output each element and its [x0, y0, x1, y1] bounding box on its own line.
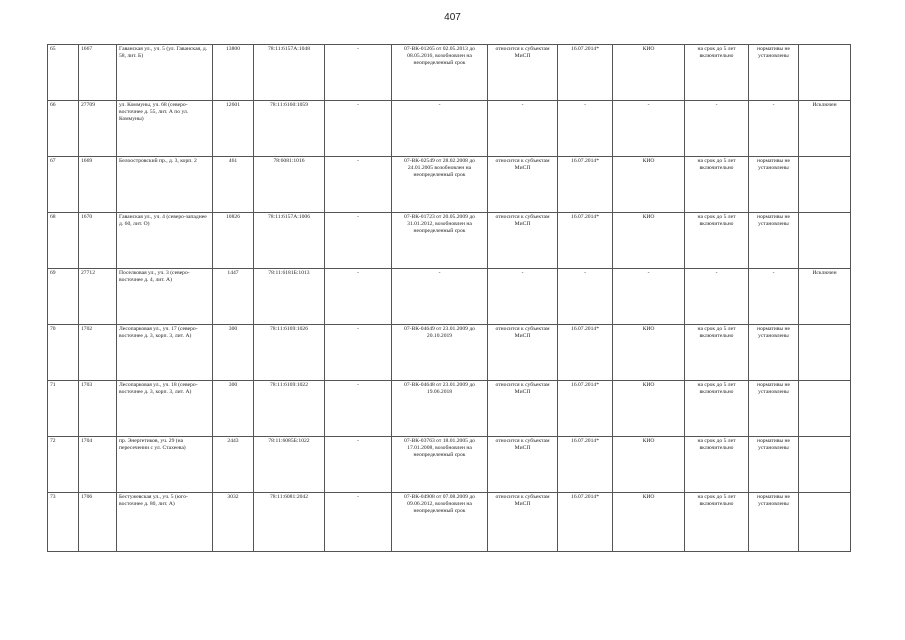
address-cell: пр. Энергетиков, уч. 29 (на пересечении с ул. Стахеева) — [117, 437, 213, 493]
limit-cell: нормативы не установлены — [749, 213, 799, 269]
table-body — [48, 45, 851, 552]
date-cell: 16.07.2014* — [558, 493, 613, 552]
area-cell: 13800 — [213, 45, 254, 101]
object-id-cell: 1704 — [79, 437, 117, 493]
authority-cell: - — [613, 269, 685, 325]
category-cell: относится к субъектам МиСП — [488, 493, 558, 552]
term-cell: - — [685, 101, 749, 157]
date-cell: 16.07.2014* — [558, 213, 613, 269]
cadastral-number-cell: 78:11:6169:1026 — [254, 325, 325, 381]
object-id-cell: 1702 — [79, 325, 117, 381]
term-cell: на срок до 5 лет включительно — [685, 493, 749, 552]
table-row — [48, 45, 851, 101]
date-cell: 16.07.2014* — [558, 437, 613, 493]
note-cell — [799, 493, 851, 552]
document-cell: 07-ВК-02549 от 28.02.2008 до 24.01.2005 возобновлен на неопределенный срок — [392, 157, 488, 213]
address-cell: ул. Коммуны, уч. 68 (северо-восточнее д. 55, лит. А по ул. Коммуны) — [117, 101, 213, 157]
area-cell: 2443 — [213, 437, 254, 493]
object-id-cell: 1706 — [79, 493, 117, 552]
date-cell: 16.07.2014* — [558, 157, 613, 213]
area-cell: 1447 — [213, 269, 254, 325]
cadastral-number-cell: 78:11:6081:2042 — [254, 493, 325, 552]
date-cell: 16.07.2014* — [558, 381, 613, 437]
document-cell: 07-ВК-04649 от 23.01.2009 до 20.10.2019 — [392, 325, 488, 381]
table-row — [48, 381, 851, 437]
note-cell: Исключен — [799, 269, 851, 325]
term-cell: на срок до 5 лет включительно — [685, 45, 749, 101]
dash-cell: - — [325, 493, 392, 552]
limit-cell: нормативы не установлены — [749, 493, 799, 552]
cadastral-number-cell: 78:11:6157А:1006 — [254, 213, 325, 269]
term-cell: - — [685, 269, 749, 325]
row-number-cell: 73 — [48, 493, 79, 552]
document-cell: 07-ВК-04648 от 23.01.2009 до 19.06.2018 — [392, 381, 488, 437]
document-cell: 07-ВК-03763 от 18.01.2005 до 17.01.2008, возобновлен на неопределенный срок — [392, 437, 488, 493]
table-row — [48, 269, 851, 325]
date-cell: - — [558, 269, 613, 325]
row-number-cell: 69 — [48, 269, 79, 325]
page-number: 407 — [444, 12, 461, 23]
authority-cell: КИО — [613, 213, 685, 269]
document-cell: 07-ВК-04908 от 07.08.2009 до 09.06.2012, возобновлен на неопределенный срок — [392, 493, 488, 552]
address-cell: Лесопарковая ул., уч. 18 (северо-восточнее д. 3, корп. 3, лит. А) — [117, 381, 213, 437]
row-number-cell: 68 — [48, 213, 79, 269]
limit-cell: нормативы не установлены — [749, 325, 799, 381]
row-number-cell: 70 — [48, 325, 79, 381]
table-row — [48, 325, 851, 381]
category-cell: относится к субъектам МиСП — [488, 325, 558, 381]
date-cell: - — [558, 101, 613, 157]
document-cell: - — [392, 101, 488, 157]
category-cell: относится к субъектам МиСП — [488, 381, 558, 437]
date-cell: 16.07.2014* — [558, 325, 613, 381]
category-cell: относится к субъектам МиСП — [488, 45, 558, 101]
area-cell: 10826 — [213, 213, 254, 269]
limit-cell: - — [749, 269, 799, 325]
dash-cell: - — [325, 157, 392, 213]
note-cell — [799, 325, 851, 381]
area-cell: 3032 — [213, 493, 254, 552]
document-cell: 07-ВК-01265 от 02.05.2013 до 08.05.2016, возобновлен на неопределенный срок — [392, 45, 488, 101]
address-cell: Гаванская ул., уч. 4 (северо-западнее д. 60, лит. О) — [117, 213, 213, 269]
category-cell: - — [488, 269, 558, 325]
address-cell: Белоостровский пр., д. 3, корп. 2 — [117, 157, 213, 213]
row-number-cell: 67 — [48, 157, 79, 213]
registry-table — [47, 44, 851, 552]
object-id-cell: 1669 — [79, 157, 117, 213]
area-cell: 300 — [213, 381, 254, 437]
term-cell: на срок до 5 лет включительно — [685, 157, 749, 213]
category-cell: - — [488, 101, 558, 157]
table-row — [48, 437, 851, 493]
cadastral-number-cell: 78:11:6157А:1048 — [254, 45, 325, 101]
authority-cell: КИО — [613, 381, 685, 437]
dash-cell: - — [325, 269, 392, 325]
dash-cell: - — [325, 437, 392, 493]
authority-cell: КИО — [613, 45, 685, 101]
note-cell — [799, 45, 851, 101]
note-cell — [799, 437, 851, 493]
cadastral-number-cell: 78:11:6169:1022 — [254, 381, 325, 437]
address-cell: Поселковая ул., уч. 3 (северо-восточнее д. 4, лит. А) — [117, 269, 213, 325]
table-row — [48, 101, 851, 157]
object-id-cell: 27709 — [79, 101, 117, 157]
object-id-cell: 1667 — [79, 45, 117, 101]
address-cell: Бестужевская ул., уч. 5 (юго-восточнее д. 80, лит. А) — [117, 493, 213, 552]
table-row — [48, 213, 851, 269]
note-cell — [799, 213, 851, 269]
authority-cell: КИО — [613, 157, 685, 213]
area-cell: 300 — [213, 325, 254, 381]
dash-cell: - — [325, 213, 392, 269]
table-row — [48, 493, 851, 552]
limit-cell: нормативы не установлены — [749, 45, 799, 101]
row-number-cell: 65 — [48, 45, 79, 101]
address-cell: Лесопарковая ул., уч. 17 (северо-восточнее д. 3, корп. 3, лит. А) — [117, 325, 213, 381]
dash-cell: - — [325, 381, 392, 437]
row-number-cell: 66 — [48, 101, 79, 157]
cadastral-number-cell: 78:11:6085Б:1022 — [254, 437, 325, 493]
note-cell — [799, 381, 851, 437]
object-id-cell: 1670 — [79, 213, 117, 269]
object-id-cell: 27712 — [79, 269, 117, 325]
area-cell: 461 — [213, 157, 254, 213]
term-cell: на срок до 5 лет включительно — [685, 381, 749, 437]
authority-cell: - — [613, 101, 685, 157]
dash-cell: - — [325, 325, 392, 381]
term-cell: на срок до 5 лет включительно — [685, 213, 749, 269]
authority-cell: КИО — [613, 493, 685, 552]
note-cell: Исключен — [799, 101, 851, 157]
address-cell: Гаванская ул., уч. 5 (ул. Гаванская, д. 58, лит. Б) — [117, 45, 213, 101]
authority-cell: КИО — [613, 437, 685, 493]
authority-cell: КИО — [613, 325, 685, 381]
category-cell: относится к субъектам МиСП — [488, 157, 558, 213]
limit-cell: - — [749, 101, 799, 157]
table-row — [48, 157, 851, 213]
category-cell: относится к субъектам МиСП — [488, 213, 558, 269]
limit-cell: нормативы не установлены — [749, 437, 799, 493]
date-cell: 16.07.2014* — [558, 45, 613, 101]
note-cell — [799, 157, 851, 213]
category-cell: относится к субъектам МиСП — [488, 437, 558, 493]
limit-cell: нормативы не установлены — [749, 381, 799, 437]
area-cell: 12601 — [213, 101, 254, 157]
term-cell: на срок до 5 лет включительно — [685, 437, 749, 493]
object-id-cell: 1703 — [79, 381, 117, 437]
cadastral-number-cell: 78:11:6160:1059 — [254, 101, 325, 157]
cadastral-number-cell: 78:11:6181Б:1013 — [254, 269, 325, 325]
term-cell: на срок до 5 лет включительно — [685, 325, 749, 381]
dash-cell: - — [325, 45, 392, 101]
row-number-cell: 72 — [48, 437, 79, 493]
document-cell: - — [392, 269, 488, 325]
cadastral-number-cell: 78:6081:1016 — [254, 157, 325, 213]
dash-cell: - — [325, 101, 392, 157]
limit-cell: нормативы не установлены — [749, 157, 799, 213]
document-cell: 07-ВК-01723 от 20.05.2009 до 31.01.2012, возобновлен на неопределенный срок — [392, 213, 488, 269]
row-number-cell: 71 — [48, 381, 79, 437]
